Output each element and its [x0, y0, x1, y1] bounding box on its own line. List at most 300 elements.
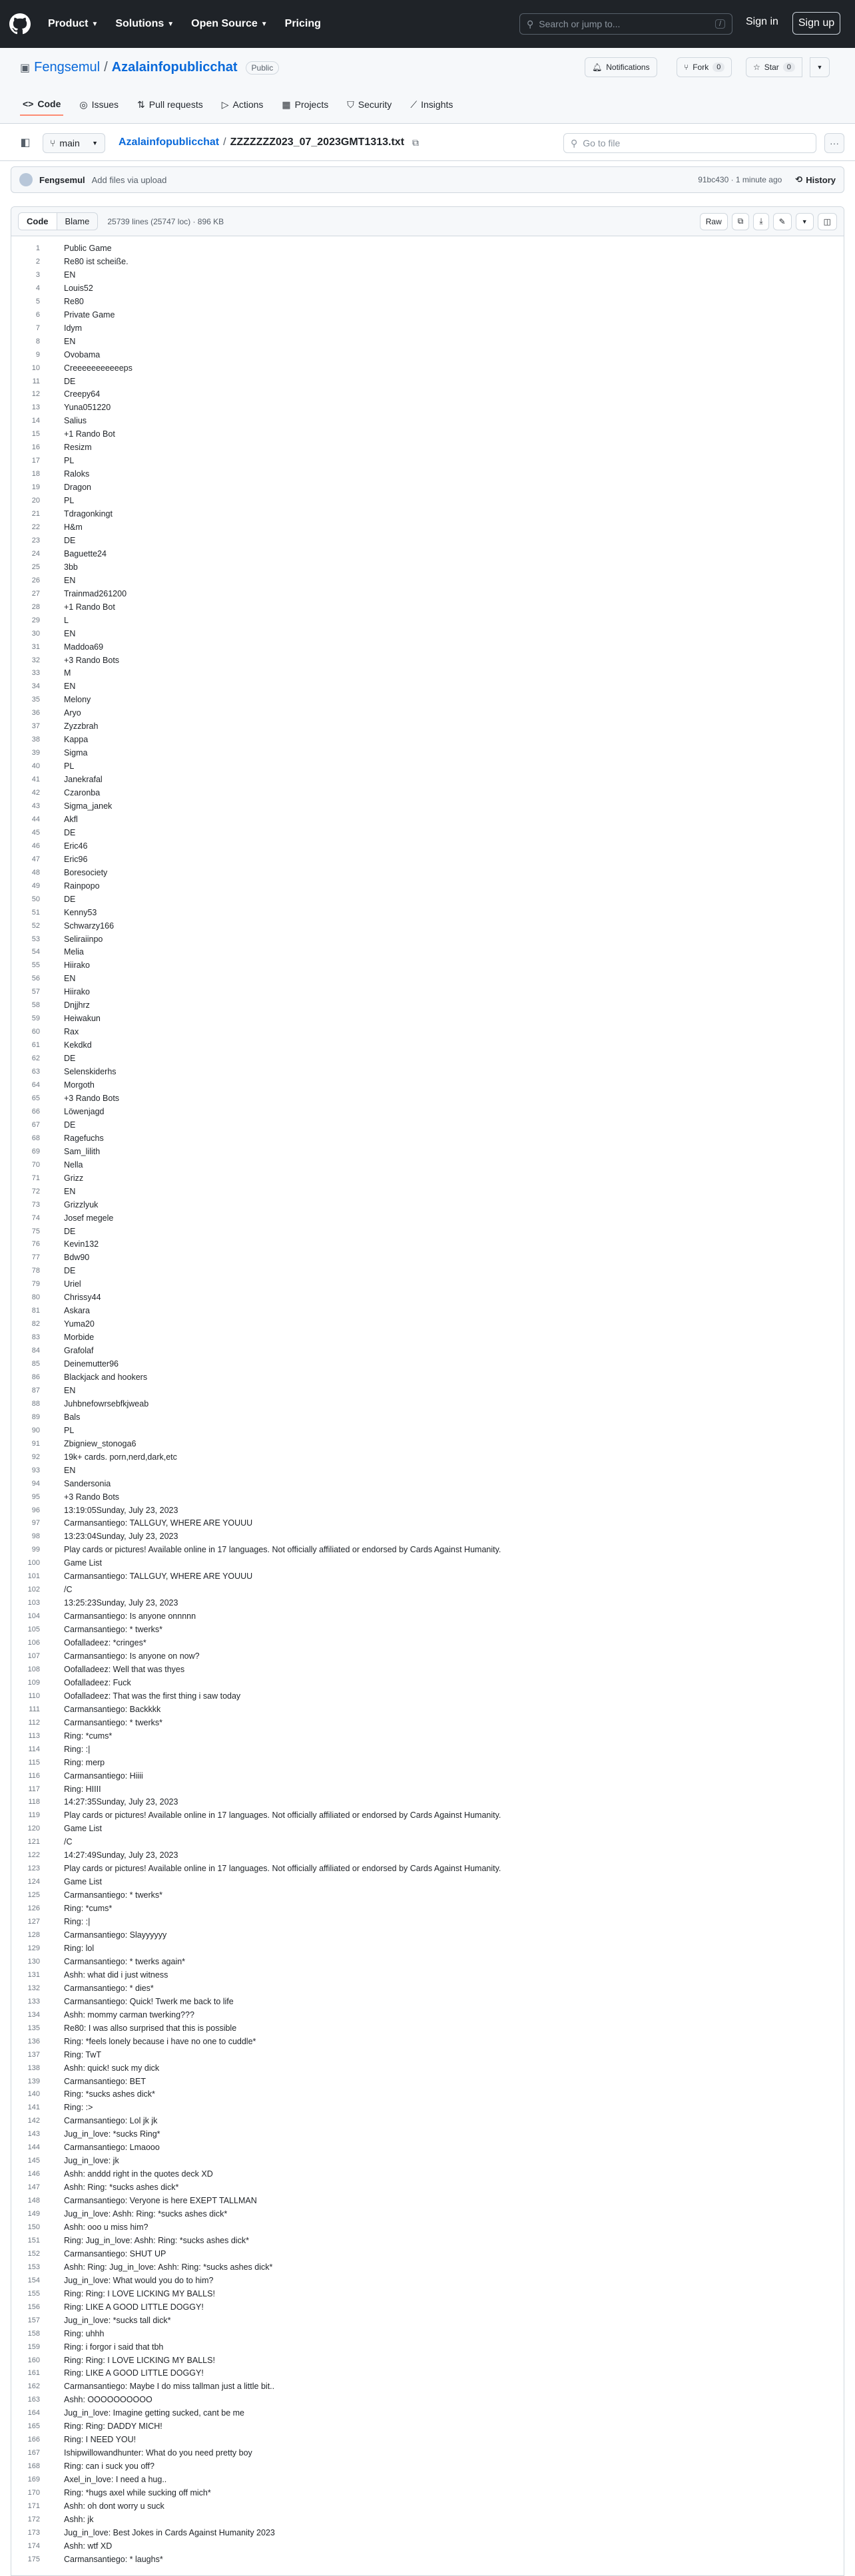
line-number[interactable]: 171 — [27, 2502, 40, 2510]
line-number[interactable]: 139 — [27, 2077, 40, 2085]
line-number[interactable]: 53 — [31, 935, 40, 943]
line-number[interactable]: 118 — [28, 1798, 40, 1807]
branch-selector[interactable] — [43, 133, 105, 153]
line-number[interactable]: 70 — [31, 1160, 40, 1169]
sign-in-link[interactable]: Sign in — [746, 16, 778, 27]
line-number[interactable]: 74 — [31, 1213, 40, 1222]
code-line — [11, 799, 844, 813]
history-button[interactable] — [795, 174, 836, 185]
line-number[interactable]: 132 — [27, 1984, 40, 1992]
line-text: Grizz — [64, 1173, 84, 1183]
line-text: Game List — [64, 1877, 102, 1887]
line-number[interactable]: 35 — [31, 696, 40, 704]
code-line — [11, 534, 844, 547]
line-number[interactable]: 137 — [27, 2050, 40, 2059]
line-number[interactable]: 125 — [27, 1891, 40, 1900]
line-number[interactable]: 16 — [31, 443, 40, 452]
line-number[interactable]: 10 — [31, 363, 40, 372]
edit-dropdown-chevron-icon[interactable]: ▼ — [796, 213, 814, 230]
line-number[interactable]: 166 — [27, 2436, 40, 2444]
line-number[interactable]: 90 — [31, 1426, 40, 1434]
line-number[interactable]: 157 — [27, 2316, 40, 2324]
line-number[interactable]: 69 — [31, 1147, 40, 1156]
line-number[interactable]: 95 — [31, 1492, 40, 1501]
line-number[interactable]: 143 — [27, 2130, 40, 2139]
code-line — [11, 1251, 844, 1264]
copy-path-icon[interactable]: ⧉ — [412, 136, 420, 148]
line-text: Ring: :> — [64, 2103, 93, 2113]
tab-issues[interactable] — [77, 93, 121, 116]
line-text: 3bb — [64, 562, 78, 572]
line-number[interactable]: 32 — [31, 656, 40, 664]
line-number[interactable]: 9 — [35, 350, 40, 359]
line-number[interactable]: 116 — [28, 1771, 40, 1780]
line-number[interactable]: 138 — [27, 2063, 40, 2072]
line-number[interactable]: 31 — [31, 642, 40, 651]
code-line — [11, 361, 844, 375]
line-number[interactable]: 80 — [31, 1293, 40, 1302]
line-number[interactable]: 159 — [27, 2342, 40, 2351]
code-line — [11, 1796, 844, 1809]
line-number[interactable]: 23 — [31, 536, 40, 544]
line-number[interactable]: 20 — [31, 497, 40, 505]
line-number[interactable]: 15 — [31, 430, 40, 439]
line-number[interactable]: 126 — [27, 1904, 40, 1913]
line-number[interactable]: 145 — [27, 2157, 40, 2165]
line-text: Raloks — [64, 469, 90, 479]
nav-pricing[interactable]: Pricing — [284, 18, 321, 29]
line-number[interactable]: 112 — [28, 1718, 40, 1727]
line-number[interactable]: 61 — [31, 1041, 40, 1050]
line-text: DE — [64, 1226, 76, 1236]
line-number[interactable]: 71 — [31, 1174, 40, 1182]
line-number[interactable]: 27 — [31, 589, 40, 598]
code-line — [11, 2260, 844, 2274]
line-number[interactable]: 60 — [31, 1028, 40, 1036]
line-number[interactable]: 96 — [31, 1506, 40, 1514]
line-text: DE — [64, 376, 76, 386]
nav-product[interactable]: Product ▼ — [48, 18, 99, 29]
repo-owner-link[interactable]: Fengsemul — [34, 60, 101, 75]
github-logo-icon[interactable] — [9, 13, 31, 35]
line-text: Idym — [64, 323, 83, 333]
line-number[interactable]: 45 — [31, 828, 40, 837]
line-number[interactable]: 92 — [31, 1452, 40, 1461]
edit-pencil-icon[interactable]: ✎ — [773, 213, 792, 230]
line-number[interactable]: 114 — [28, 1745, 40, 1753]
download-icon[interactable]: ⤓ — [753, 213, 768, 230]
line-number[interactable]: 103 — [27, 1599, 40, 1608]
line-text: Ashh: ooo u miss him? — [64, 2222, 148, 2232]
sign-up-button[interactable]: Sign up — [792, 12, 840, 35]
line-text: Play cards or pictures! Available online in 17 languages. Not officially affiliated or endorsed by Cards Against Humanity. — [64, 1545, 501, 1555]
blame-view-button[interactable]: Blame — [65, 216, 90, 226]
line-number[interactable]: 160 — [27, 2356, 40, 2364]
line-number[interactable]: 52 — [31, 921, 40, 930]
line-text: Play cards or pictures! Available online in 17 languages. Not officially affiliated or endorsed by Cards Against Humanity. — [64, 1864, 501, 1874]
line-number[interactable]: 149 — [27, 2210, 40, 2219]
line-number[interactable]: 127 — [27, 1918, 40, 1926]
breadcrumb-repo-link[interactable]: Azalainfopublicchat — [119, 136, 220, 148]
line-number[interactable]: 85 — [31, 1360, 40, 1369]
line-number[interactable]: 66 — [31, 1107, 40, 1116]
line-number[interactable]: 62 — [31, 1054, 40, 1063]
line-number[interactable]: 77 — [31, 1253, 40, 1262]
line-number[interactable]: 100 — [27, 1559, 40, 1568]
line-number[interactable]: 38 — [31, 736, 40, 744]
code-line — [11, 1211, 844, 1225]
code-line — [11, 2194, 844, 2207]
line-number[interactable]: 17 — [31, 457, 40, 465]
line-text: Melia — [64, 947, 84, 957]
line-number[interactable]: 174 — [27, 2541, 40, 2550]
line-number[interactable]: 8 — [35, 337, 40, 345]
line-text: Carmansantiego: BET — [64, 2076, 146, 2086]
line-text: DE — [64, 827, 76, 837]
latest-commit-bar — [11, 166, 844, 193]
line-number[interactable]: 175 — [27, 2555, 40, 2563]
line-number[interactable]: 108 — [27, 1665, 40, 1673]
line-text: Ring: *cums* — [64, 1731, 113, 1741]
line-number[interactable]: 79 — [31, 1280, 40, 1289]
line-text: Re80: I was allso surprised that this is possible — [64, 2023, 237, 2033]
line-number[interactable]: 158 — [27, 2329, 40, 2338]
line-number[interactable]: 87 — [31, 1386, 40, 1395]
line-number[interactable]: 3 — [35, 270, 40, 279]
line-number[interactable]: 136 — [27, 2037, 40, 2045]
line-number[interactable]: 111 — [29, 1705, 40, 1713]
line-number[interactable]: 25 — [31, 562, 40, 571]
code-line — [11, 1848, 844, 1862]
line-number[interactable]: 81 — [31, 1307, 40, 1315]
tab-actions[interactable] — [219, 93, 266, 116]
line-number[interactable]: 161 — [27, 2369, 40, 2378]
line-text: +3 Rando Bots — [64, 1093, 120, 1103]
line-text: Eric46 — [64, 841, 88, 851]
repo-name-link[interactable]: Azalainfopublicchat — [111, 60, 238, 75]
line-number[interactable]: 78 — [31, 1267, 40, 1275]
chevron-down-icon: ▼ — [167, 20, 174, 28]
line-number[interactable]: 46 — [31, 841, 40, 850]
star-dropdown-button[interactable] — [810, 57, 830, 77]
line-text: Creeeeeeeeeeeps — [64, 363, 133, 373]
line-number[interactable]: 162 — [27, 2382, 40, 2391]
line-number[interactable]: 124 — [27, 1878, 40, 1886]
line-number[interactable]: 43 — [31, 802, 40, 810]
line-number[interactable]: 165 — [27, 2422, 40, 2431]
line-text: Rax — [64, 1027, 79, 1037]
line-text: Jug_in_love: jk — [64, 2156, 119, 2166]
line-number[interactable]: 123 — [27, 1864, 40, 1873]
line-number[interactable]: 13 — [31, 403, 40, 412]
line-number[interactable]: 11 — [32, 377, 40, 385]
line-text: Carmansantiego: * laughs* — [64, 2554, 163, 2564]
line-number[interactable]: 21 — [31, 510, 40, 519]
line-number[interactable]: 34 — [31, 682, 40, 691]
line-number[interactable]: 39 — [31, 749, 40, 757]
line-number[interactable]: 94 — [31, 1479, 40, 1488]
line-number[interactable]: 167 — [27, 2449, 40, 2458]
line-number[interactable]: 163 — [27, 2396, 40, 2404]
line-number[interactable]: 4 — [35, 284, 40, 292]
commit-meta[interactable]: 91bc430 · 1 minute ago — [698, 175, 782, 184]
line-number[interactable]: 72 — [31, 1187, 40, 1195]
line-number[interactable]: 84 — [31, 1347, 40, 1355]
line-number[interactable]: 12 — [31, 390, 40, 399]
line-number[interactable]: 152 — [27, 2249, 40, 2258]
line-number[interactable]: 168 — [27, 2462, 40, 2471]
line-number[interactable]: 101 — [27, 1572, 40, 1581]
line-number[interactable]: 155 — [27, 2289, 40, 2298]
code-line — [11, 2300, 844, 2314]
line-number[interactable]: 133 — [27, 1997, 40, 2006]
fork-button[interactable] — [677, 57, 732, 77]
line-text: Carmansantiego: * dies* — [64, 1983, 154, 1993]
line-number[interactable]: 170 — [27, 2489, 40, 2497]
line-number[interactable]: 128 — [27, 1931, 40, 1940]
code-line — [11, 587, 844, 600]
line-number[interactable]: 47 — [31, 855, 40, 863]
line-number[interactable]: 19 — [31, 483, 40, 492]
line-number[interactable]: 120 — [27, 1825, 40, 1833]
code-line — [11, 1118, 844, 1132]
line-number[interactable]: 6 — [35, 310, 40, 319]
issue-icon: ◎ — [79, 99, 88, 110]
line-number[interactable]: 107 — [27, 1652, 40, 1660]
line-number[interactable]: 122 — [27, 1851, 40, 1860]
line-text: L — [64, 615, 69, 625]
star-button[interactable] — [746, 57, 802, 77]
line-number[interactable]: 141 — [27, 2103, 40, 2112]
repo-tabs — [20, 93, 455, 116]
line-number[interactable]: 105 — [27, 1625, 40, 1634]
line-number[interactable]: 135 — [27, 2024, 40, 2032]
line-number[interactable]: 88 — [31, 1399, 40, 1408]
line-number[interactable]: 1 — [35, 244, 40, 252]
line-number[interactable]: 24 — [31, 549, 40, 558]
line-number[interactable]: 151 — [27, 2236, 40, 2245]
line-number[interactable]: 22 — [31, 523, 40, 531]
line-number[interactable]: 49 — [31, 881, 40, 890]
line-number[interactable]: 164 — [27, 2409, 40, 2418]
line-number[interactable]: 33 — [31, 669, 40, 678]
line-number[interactable]: 40 — [31, 762, 40, 771]
code-line — [11, 972, 844, 985]
line-number[interactable]: 153 — [27, 2262, 40, 2271]
line-number[interactable]: 102 — [27, 1586, 40, 1594]
line-number[interactable]: 156 — [27, 2302, 40, 2311]
tab-code[interactable] — [20, 93, 63, 116]
line-text: Ring: TwT — [64, 2049, 102, 2059]
line-number[interactable]: 68 — [31, 1134, 40, 1142]
line-number[interactable]: 63 — [31, 1068, 40, 1076]
line-text: EN — [64, 628, 76, 638]
line-number[interactable]: 142 — [27, 2117, 40, 2125]
line-number[interactable]: 99 — [31, 1546, 40, 1554]
line-number[interactable]: 172 — [27, 2515, 40, 2523]
line-number[interactable]: 75 — [31, 1227, 40, 1235]
line-number[interactable]: 121 — [27, 1838, 40, 1846]
code-line — [11, 1835, 844, 1848]
line-text: +1 Rando Bot — [64, 602, 115, 612]
line-text: Ovobama — [64, 349, 101, 359]
line-number[interactable]: 58 — [31, 1001, 40, 1010]
line-number[interactable]: 134 — [27, 2010, 40, 2019]
line-number[interactable]: 41 — [31, 775, 40, 784]
line-number[interactable]: 44 — [31, 815, 40, 823]
line-number[interactable]: 64 — [31, 1081, 40, 1090]
code-line — [11, 614, 844, 627]
line-number[interactable]: 173 — [27, 2528, 40, 2537]
commit-author[interactable]: Fengsemul — [39, 174, 85, 185]
line-number[interactable]: 130 — [27, 1957, 40, 1966]
line-text: EN — [64, 1385, 76, 1395]
line-number[interactable]: 106 — [27, 1639, 40, 1647]
line-number[interactable]: 73 — [31, 1200, 40, 1209]
line-number[interactable]: 51 — [31, 908, 40, 917]
line-number[interactable]: 86 — [31, 1373, 40, 1381]
line-number[interactable]: 148 — [27, 2197, 40, 2205]
line-text: Czaronba — [64, 788, 101, 798]
line-text: Bdw90 — [64, 1253, 90, 1263]
line-number[interactable]: 37 — [31, 722, 40, 731]
line-number[interactable]: 144 — [27, 2143, 40, 2152]
code-line — [11, 1344, 844, 1357]
line-number[interactable]: 131 — [27, 1970, 40, 1979]
line-number[interactable]: 97 — [31, 1519, 40, 1528]
line-text: Ashh: wtf XD — [64, 2541, 113, 2551]
code-line — [11, 1623, 844, 1636]
more-options-icon[interactable]: ··· — [824, 133, 844, 153]
line-number[interactable]: 89 — [31, 1412, 40, 1421]
code-line — [11, 2274, 844, 2287]
line-number[interactable]: 93 — [31, 1466, 40, 1474]
line-number[interactable]: 113 — [28, 1731, 40, 1740]
line-number[interactable]: 7 — [35, 323, 40, 332]
line-number[interactable]: 59 — [31, 1014, 40, 1023]
chevron-down-icon: ▼ — [91, 20, 99, 28]
line-number[interactable]: 30 — [31, 629, 40, 638]
line-number[interactable]: 83 — [31, 1333, 40, 1342]
line-text: DE — [64, 1120, 76, 1130]
line-number[interactable]: 91 — [31, 1439, 40, 1448]
line-text: EN — [64, 1186, 76, 1196]
line-text: Morbide — [64, 1333, 95, 1343]
line-number[interactable]: 129 — [27, 1944, 40, 1952]
line-text: 19k+ cards. porn,nerd,dark,etc — [64, 1452, 177, 1462]
line-text: DE — [64, 894, 76, 904]
line-number[interactable]: 150 — [27, 2223, 40, 2231]
search-input[interactable] — [519, 13, 732, 35]
file-toolbar — [11, 207, 844, 236]
line-number[interactable]: 104 — [27, 1612, 40, 1621]
go-to-file-input[interactable] — [563, 133, 816, 153]
code-line — [11, 839, 844, 853]
line-number[interactable]: 65 — [31, 1094, 40, 1102]
line-number[interactable]: 169 — [27, 2475, 40, 2484]
tab-pull-requests[interactable] — [135, 93, 206, 116]
search-placeholder: Search or jump to... — [539, 19, 621, 29]
tab-security[interactable] — [344, 93, 394, 116]
avatar[interactable] — [19, 173, 33, 186]
code-line — [11, 1862, 844, 1875]
search-shortcut-key: / — [715, 19, 725, 29]
line-number[interactable]: 147 — [27, 2183, 40, 2192]
line-number[interactable]: 76 — [31, 1240, 40, 1249]
line-text: Kevin132 — [64, 1239, 99, 1249]
line-number[interactable]: 57 — [31, 988, 40, 996]
line-number[interactable]: 154 — [27, 2276, 40, 2284]
code-line — [11, 773, 844, 786]
code-line — [11, 1105, 844, 1118]
line-number[interactable]: 115 — [28, 1758, 40, 1767]
nav-open-source[interactable]: Open Source ▼ — [191, 18, 268, 29]
line-number[interactable]: 98 — [31, 1532, 40, 1541]
line-number[interactable]: 54 — [31, 948, 40, 957]
line-number[interactable]: 2 — [35, 257, 40, 266]
line-text: Ring: merp — [64, 1757, 105, 1767]
copy-icon[interactable]: ⧉ — [732, 213, 750, 230]
line-number[interactable]: 50 — [31, 895, 40, 903]
line-number[interactable]: 55 — [31, 961, 40, 970]
line-number[interactable]: 14 — [31, 417, 40, 425]
code-line — [11, 387, 844, 401]
code-line — [11, 1410, 844, 1424]
raw-button[interactable]: Raw — [700, 213, 728, 230]
line-number[interactable]: 5 — [35, 297, 40, 306]
line-number[interactable]: 26 — [31, 576, 40, 584]
line-number[interactable]: 117 — [28, 1785, 40, 1793]
code-line — [11, 2513, 844, 2526]
line-number[interactable]: 28 — [31, 602, 40, 611]
line-number[interactable]: 29 — [31, 616, 40, 624]
line-text: Ring: HIIII — [64, 1784, 101, 1794]
line-number[interactable]: 146 — [27, 2170, 40, 2179]
tab-label: Actions — [232, 99, 264, 110]
tab-projects[interactable] — [279, 93, 331, 116]
line-number[interactable]: 140 — [27, 2090, 40, 2099]
line-text: Carmansantiego: Lol jk jk — [64, 2116, 158, 2126]
branch-icon: ⑂ — [50, 138, 56, 148]
code-view-button[interactable]: Code — [19, 213, 57, 230]
line-number[interactable]: 18 — [31, 470, 40, 479]
star-icon: ☆ — [753, 63, 760, 72]
sidebar-toggle-icon[interactable]: ◧ — [20, 137, 31, 148]
nav-solutions[interactable]: Solutions ▼ — [115, 18, 174, 29]
tab-insights[interactable] — [408, 93, 455, 116]
line-number[interactable]: 67 — [31, 1120, 40, 1129]
line-number[interactable]: 42 — [31, 789, 40, 797]
line-text: Carmansantiego: Backkkk — [64, 1704, 161, 1714]
symbols-panel-icon[interactable]: ◫ — [818, 213, 837, 230]
code-line — [11, 2075, 844, 2088]
line-text: Salius — [64, 416, 87, 426]
line-number[interactable]: 109 — [27, 1678, 40, 1687]
line-number[interactable]: 48 — [31, 868, 40, 877]
line-number[interactable]: 36 — [31, 709, 40, 718]
line-number[interactable]: 82 — [31, 1320, 40, 1329]
commit-message[interactable]: Add files via upload — [91, 174, 167, 185]
code-line — [11, 1689, 844, 1703]
notifications-button[interactable] — [585, 57, 657, 77]
code-line — [11, 1357, 844, 1371]
code-line — [11, 242, 844, 255]
line-number[interactable]: 56 — [31, 974, 40, 983]
line-number[interactable]: 119 — [28, 1811, 40, 1820]
line-number[interactable]: 110 — [28, 1691, 40, 1700]
code-line — [11, 521, 844, 534]
code-line — [11, 2087, 844, 2101]
